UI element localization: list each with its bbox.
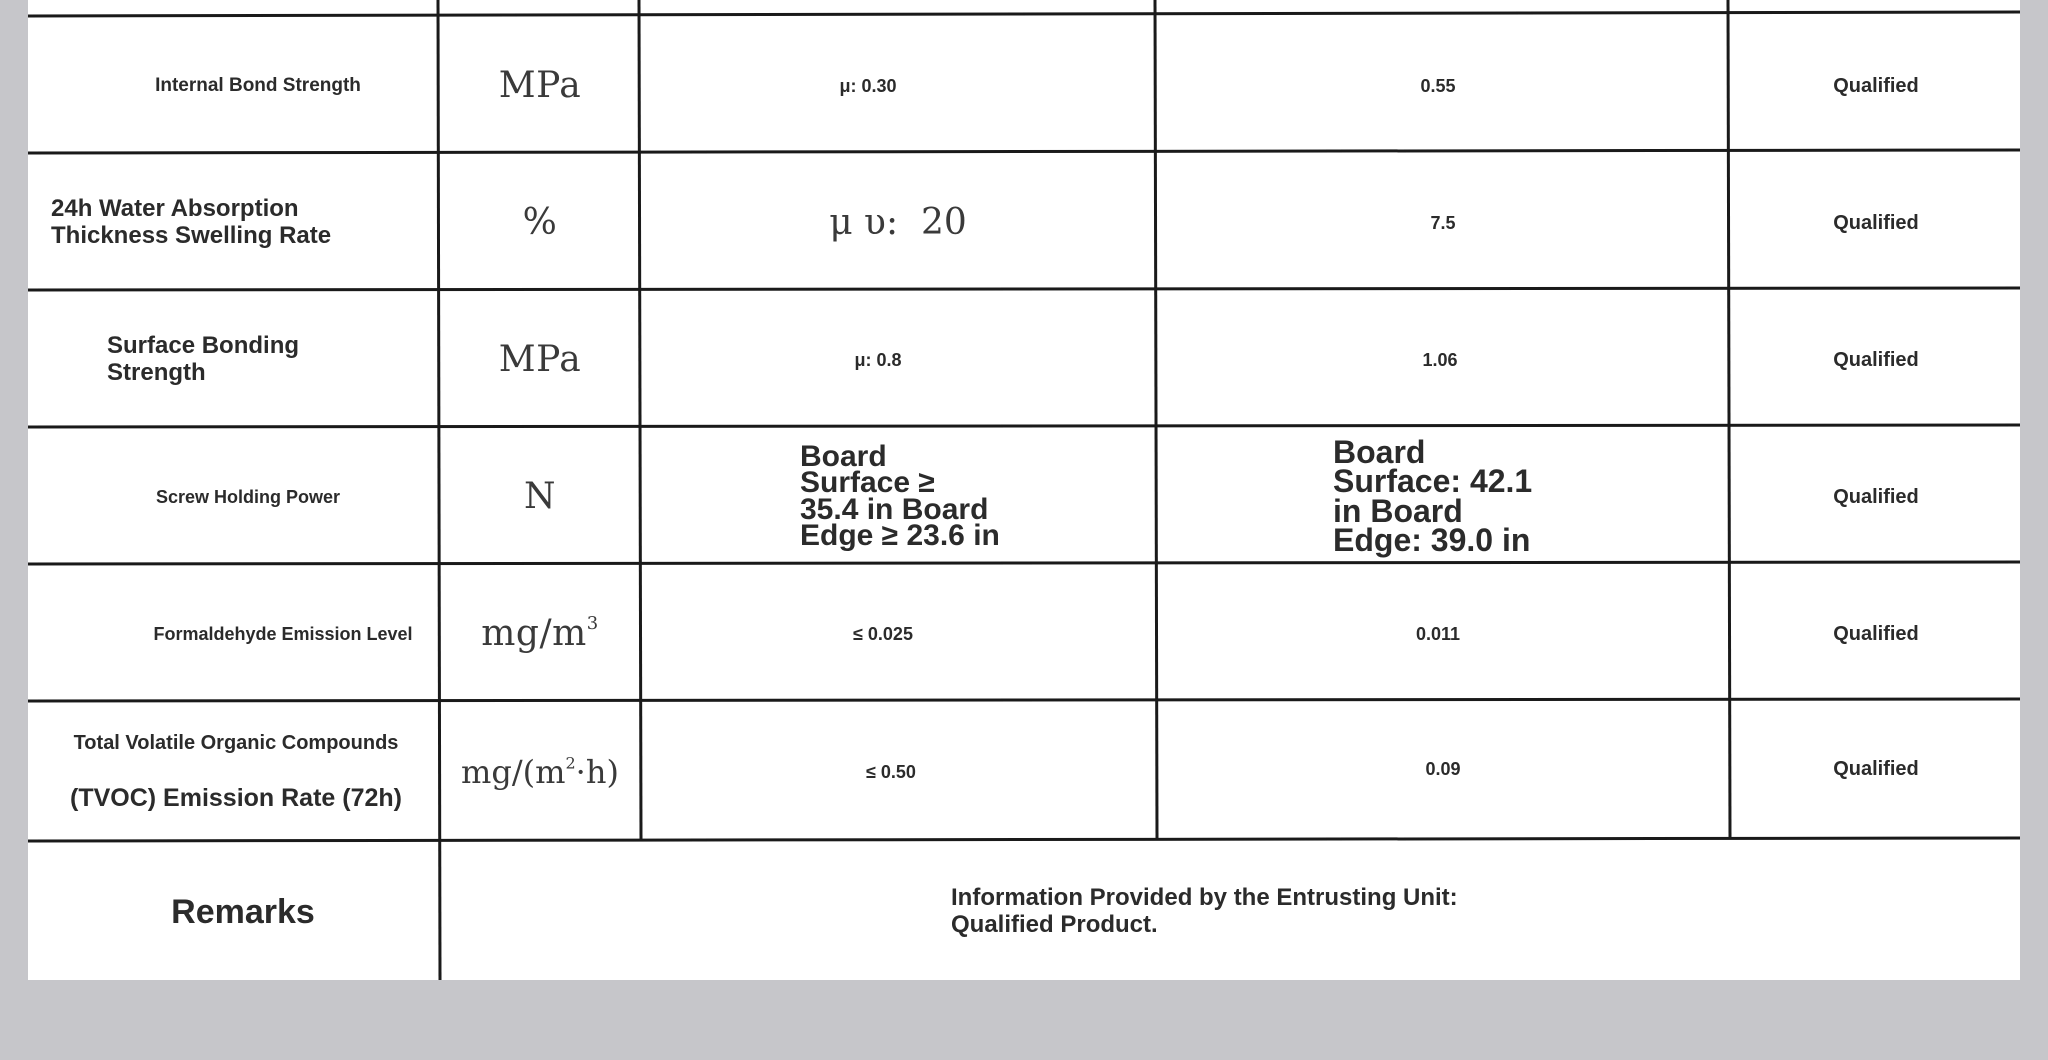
conclusion-value: Qualified — [1833, 348, 1919, 371]
conclusion-cell — [1731, 292, 2021, 427]
unit-cell — [440, 292, 640, 427]
unit-cell — [440, 703, 640, 841]
requirement-cell — [678, 18, 1058, 153]
conclusion-value: Qualified — [1833, 485, 1919, 508]
remarks-label: Remarks — [171, 892, 315, 931]
result-value: 1.06 — [1422, 349, 1458, 370]
unit-label: MPa — [498, 339, 582, 380]
test-item-label: Screw Holding Power — [155, 486, 341, 507]
unit-cell — [440, 429, 640, 564]
unit-label: % — [522, 202, 558, 243]
unit-label: MPa — [498, 65, 582, 106]
result-cell — [1240, 292, 1640, 427]
requirement-cell — [696, 703, 1086, 841]
result-value: 7.5 — [1430, 212, 1456, 233]
requirement-value: Board Surface ≥ 35.4 in Board Edge ≥ 23.6 in — [800, 440, 1000, 552]
requirement-cell — [641, 155, 1155, 290]
conclusion-cell — [1731, 700, 2021, 838]
unit-label: $mg/m^3$ — [481, 612, 599, 654]
unit-cell — [440, 566, 640, 701]
conclusion-cell — [1731, 566, 2021, 701]
unit-cell — [440, 18, 640, 153]
result-cell — [1238, 566, 1638, 701]
requirement-value: μ: 0.8 — [854, 349, 902, 370]
test-item-label: Total Volatile Organic Compounds (TVOC) Emission Rate (72h) — [70, 732, 402, 812]
result-cell — [1238, 18, 1638, 153]
requirement-cell — [800, 429, 1150, 564]
requirement-cell — [678, 292, 1078, 427]
result-value: 0.09 — [1425, 759, 1461, 779]
conclusion-cell — [1731, 18, 2021, 153]
result-value: 0.011 — [1415, 623, 1461, 644]
test-item-label: Surface Bonding Strength — [107, 331, 300, 386]
test-item-label: Internal Bond Strength — [155, 75, 361, 96]
requirement-cell — [688, 566, 1078, 701]
remarks-label-cell — [48, 843, 438, 980]
table-row — [88, 18, 428, 153]
requirement-value: μ: 0.30 — [839, 75, 897, 96]
unit-label: N — [524, 476, 556, 517]
conclusion-value: Qualified — [1833, 211, 1919, 234]
table-row — [107, 292, 437, 427]
result-cell — [1243, 155, 1643, 290]
conclusion-value: Qualified — [1833, 758, 1919, 780]
remarks-text-cell — [951, 843, 1751, 980]
result-cell — [1333, 429, 1723, 564]
test-item-label: Formaldehyde Emission Level — [153, 623, 413, 644]
result-value: Board Surface: 42.1 in Board Edge: 39.0 in — [1333, 433, 1533, 558]
remarks-text: Information Provided by the Entrusting Unit: Qualified Product. — [951, 883, 1458, 938]
requirement-value: ≤ 0.025 — [853, 623, 913, 644]
table-row — [36, 703, 436, 841]
conclusion-cell — [1731, 429, 2021, 564]
unit-cell — [440, 155, 640, 290]
result-cell — [1243, 700, 1643, 838]
conclusion-value: Qualified — [1833, 74, 1919, 97]
table-row — [128, 566, 438, 701]
requirement-value: μ υ: 20 — [829, 202, 967, 243]
conclusion-cell — [1731, 155, 2021, 290]
result-value: 0.55 — [1420, 75, 1456, 96]
conclusion-value: Qualified — [1833, 622, 1919, 645]
unit-label: $mg/(m^2\cdot h)$ — [461, 753, 619, 791]
test-report-table — [28, 0, 2020, 980]
test-item-label: 24h Water Absorption Thickness Swelling Rate — [51, 194, 332, 249]
table-row — [58, 429, 438, 564]
requirement-value: ≤ 0.50 — [866, 762, 916, 782]
table-row — [51, 155, 436, 290]
